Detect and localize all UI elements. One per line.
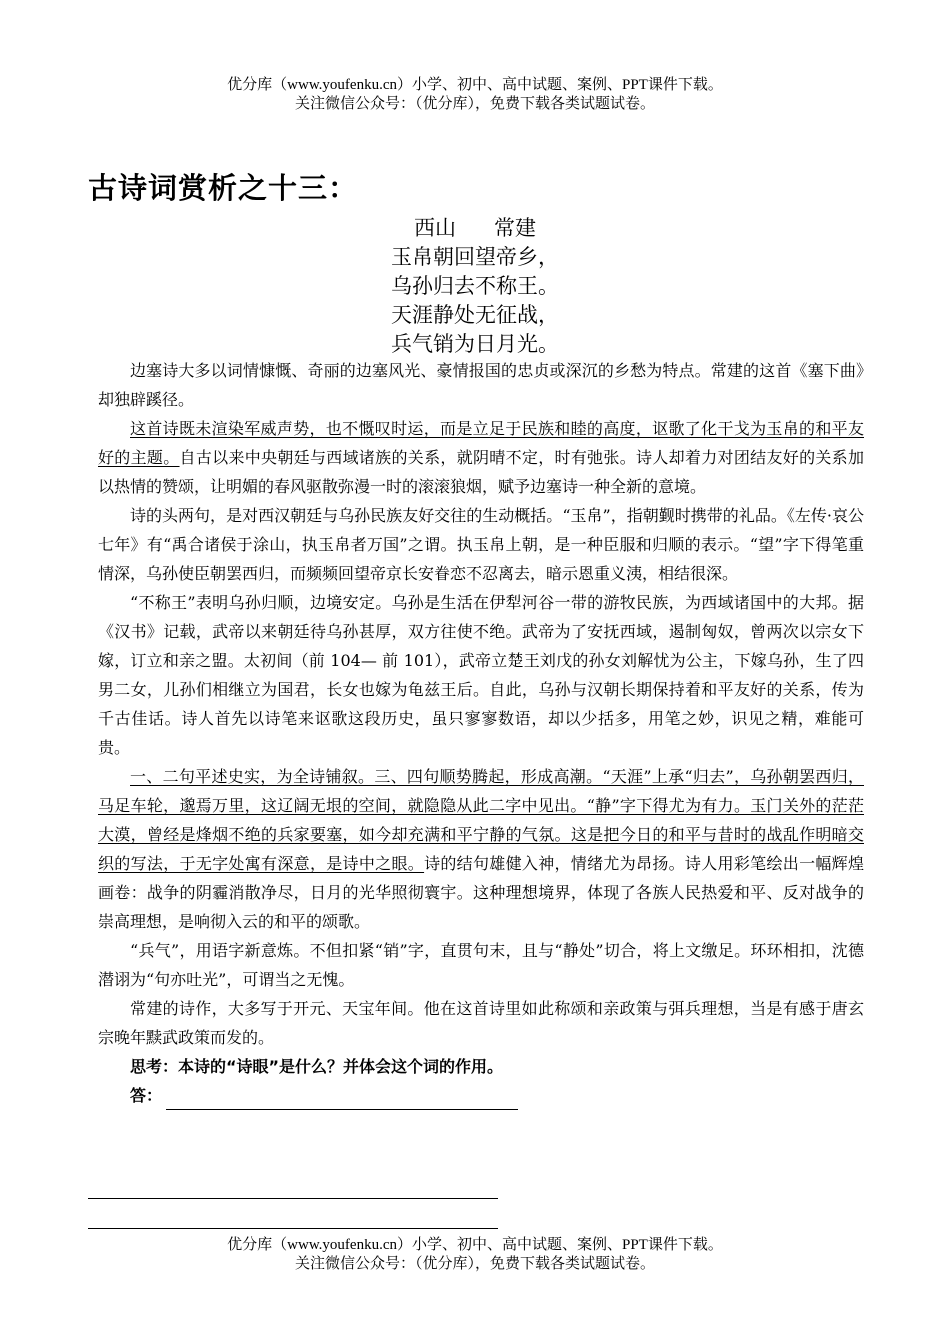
paragraph-text: 自古以来中央朝廷与西域诸族的关系，就阴晴不定，时有弛张。诗人却着力对团结友好的关系加以热情的赞颂，让明媚的春风驱散弥漫一时的滚滚狼烟，赋予边塞诗一种全新的意境。	[98, 448, 864, 496]
header-line-1: 优分库（www.youfenku.cn）小学、初中、高中试题、案例、PPT课件下载。	[227, 77, 723, 93]
paragraph-2	[98, 414, 864, 501]
paragraph-6: “兵气”，用语字新意炼。不但扣紧“销”字，直贯句末，且与“静处”切合，将上文缴足。环环相扣，沈德潜诩为“句亦吐光”，可谓当之无愧。	[98, 941, 864, 989]
paragraph-7: 常建的诗作，大多写于开元、天宝年间。他在这首诗里如此称颂和亲政策与弭兵理想，当是有感于唐玄宗晚年黩武政策而发的。	[98, 999, 864, 1047]
poem-author: 常建	[494, 216, 536, 240]
underlined-text: 这首诗既未渲染军威声势，也不慨叹时运，而是立足于民族和睦的高度，讴歌了化干戈为玉帛的和平友好的主题。	[98, 419, 864, 467]
answer-blank[interactable]	[166, 1089, 518, 1110]
commentary	[98, 356, 864, 1110]
paragraph-4: “不称王”表明乌孙归顺，边境安定。乌孙是生活在伊犁河谷一带的游牧民族，为西域诸国中的大邦。据《汉书》记载，武帝以来朝廷待乌孙甚厚，双方往使不绝。武帝为了安抚西域，遏制匈奴，曾两次以宗女下嫁，订立和亲之盟。太初间（前 104— 前 101），武帝立楚王刘戊的孙女刘解忧为公主，下嫁乌孙，生了四男二女，儿孙们相继立为国君，长女也嫁为龟兹王后。自此，乌孙与汉朝长期保持着和平友好的关系，传为千古佳话。诗人首先以诗笔来讴歌这段历史，虽只寥寥数语，却以少括多，用笔之妙，识见之精，难能可贵。	[98, 593, 864, 757]
answer-label: 答：	[130, 1086, 163, 1105]
poem-line-4: 兵气销为日月光。	[391, 332, 559, 356]
header-line-2: 关注微信公众号：（优分库），免费下载各类试题试卷。	[294, 96, 655, 112]
paragraph-text: 诗的结句雄健入神，情绪尤为昂扬。诗人用彩笔绘出一幅辉煌画卷：战争的阴霾消散净尽，日月的光华照彻寰宇。这种理想境界，体现了各族人民热爱和平、反对战争的崇高理想，是响彻入云的和平的颂歌。	[98, 854, 864, 931]
footer-line-2: 关注微信公众号：（优分库），免费下载各类试题试卷。	[294, 1256, 655, 1272]
footer-line-1: 优分库（www.youfenku.cn）小学、初中、高中试题、案例、PPT课件下载。	[227, 1237, 723, 1253]
paragraph-3: 诗的头两句，是对西汉朝廷与乌孙民族友好交往的生动概括。“玉帛”，指朝觐时携带的礼品。《左传·哀公七年》有“禹合诸侯于涂山，执玉帛者万国”之谓。执玉帛上朝，是一种臣服和归顺的表示。“望”字下得笔重情深，乌孙使臣朝罢西归，而频频回望帝京长安眷恋不忍离去，暗示恩重义洟，相结很深。	[98, 506, 864, 583]
poem-line-2: 乌孙归去不称王。	[391, 274, 559, 298]
answer-line-1[interactable]	[88, 1198, 498, 1199]
page-header	[0, 76, 950, 114]
paragraph-1: 边塞诗大多以词情慷慨、奇丽的边塞风光、豪情报国的忠贞或深沉的乡愁为特点。常建的这首《塞下曲》却独辟蹊径。	[98, 361, 864, 409]
question-prompt: 思考：本诗的“诗眼”是什么？并体会这个词的作用。	[130, 1057, 504, 1076]
page-footer	[0, 1236, 950, 1274]
poem	[0, 214, 950, 359]
poem-line-1: 玉帛朝回望帝乡，	[391, 245, 559, 269]
answer-line-2[interactable]	[88, 1228, 498, 1229]
poem-heading	[0, 214, 950, 243]
document-title: 古诗词赏析之十三：	[88, 171, 359, 205]
underlined-text: 一、二句平述史实，为全诗铺叙。三、四句顺势腾起，形成高潮。“天涯”上承“归去”，乌孙朝罢西归，马足车轮，邈焉万里，这辽阔无垠的空间，就隐隐从此二字中见出。“静”字下得尤为有力。玉门关外的茫茫大漠，曾经是烽烟不绝的兵家要塞，如今却充满和平宁静的气氛。这是把今日的和平与昔时的战乱作明暗交织的写法，于无字处寓有深意，是诗中之眼。	[98, 767, 864, 873]
answer-row	[98, 1081, 864, 1110]
poem-name: 西山	[414, 216, 456, 240]
paragraph-5	[98, 762, 864, 936]
poem-line-3: 天涯静处无征战，	[391, 303, 559, 327]
